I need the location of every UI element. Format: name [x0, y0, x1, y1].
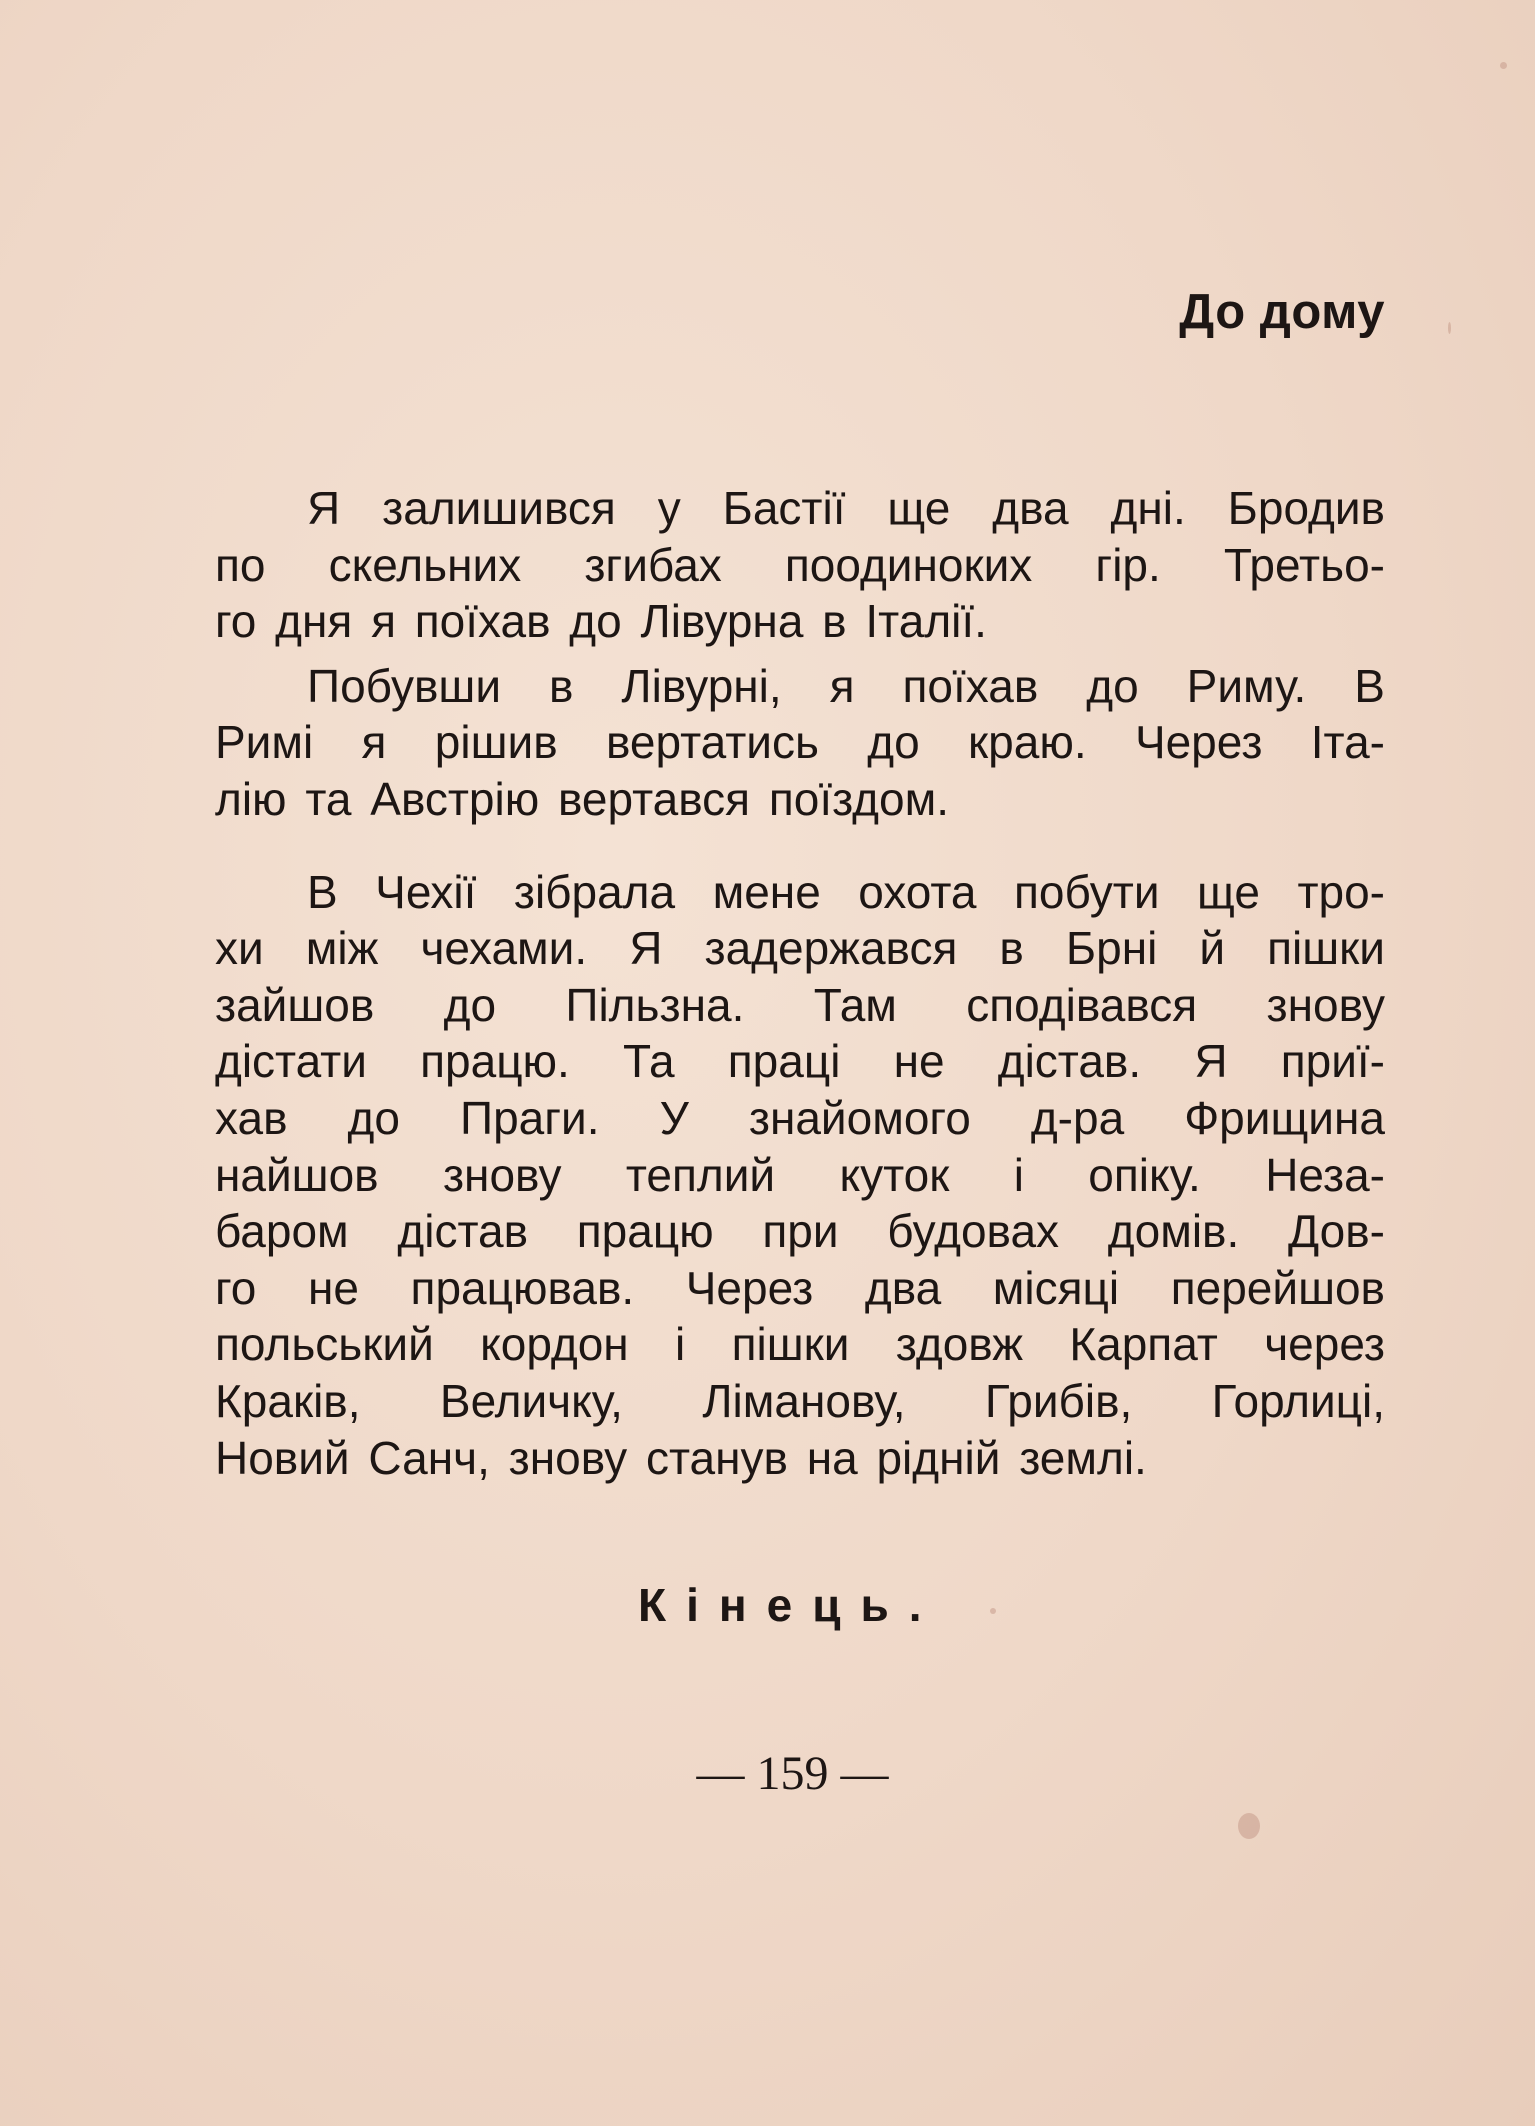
- body-text: [215, 480, 1385, 1486]
- text-line: зайшов до Пільзна. Там сподівався знову: [215, 978, 1385, 1031]
- running-head: До дому: [1179, 285, 1385, 339]
- paragraph: [215, 480, 1385, 650]
- paragraph: [215, 864, 1385, 1487]
- text-line: Новий Санч, знову станув на рідній землі.: [215, 1431, 1147, 1484]
- paper-speck: [990, 1608, 996, 1614]
- paper-stain: [1238, 1813, 1260, 1839]
- text-line: найшов знову теплий куток і опіку. Неза-: [215, 1148, 1385, 1201]
- text-line: польський кордон і пішки здовж Карпат через: [215, 1318, 1385, 1371]
- end-mark: Кінець.: [638, 1579, 942, 1631]
- text-line: В Чехії зібрала мене охота побути ще тро-: [307, 865, 1385, 918]
- paragraph: [215, 658, 1385, 828]
- text-line: дістати працю. Та праці не дістав. Я приї-: [215, 1035, 1385, 1088]
- text-line: хав до Праги. У знайомого д-ра Фрищина: [215, 1091, 1385, 1144]
- text-line: Краків, Величку, Ліманову, Грибів, Горлиці,: [215, 1374, 1385, 1427]
- text-line: Побувши в Лівурні, я поїхав до Риму. В: [307, 659, 1385, 712]
- text-line: хи між чехами. Я задержався в Брні й пішки: [215, 922, 1385, 975]
- paper-speck: [1448, 322, 1451, 334]
- paper-speck: [1500, 62, 1507, 69]
- text-line: го не працював. Через два місяці перейшов: [215, 1261, 1385, 1314]
- text-line: лію та Австрію вертався поїздом.: [215, 772, 950, 825]
- text-line: баром дістав працю при будовах домів. Дов-: [215, 1205, 1385, 1258]
- page-number: — 159 —: [696, 1747, 889, 1800]
- text-line: по скельних згибах поодиноких гір. Третьо-: [215, 538, 1385, 591]
- text-line: Я залишився у Бастії ще два дні. Бродив: [307, 482, 1385, 534]
- text-line: Римі я рішив вертатись до краю. Через Іта-: [215, 716, 1385, 769]
- text-line: го дня я поїхав до Лівурна в Італії.: [215, 595, 987, 648]
